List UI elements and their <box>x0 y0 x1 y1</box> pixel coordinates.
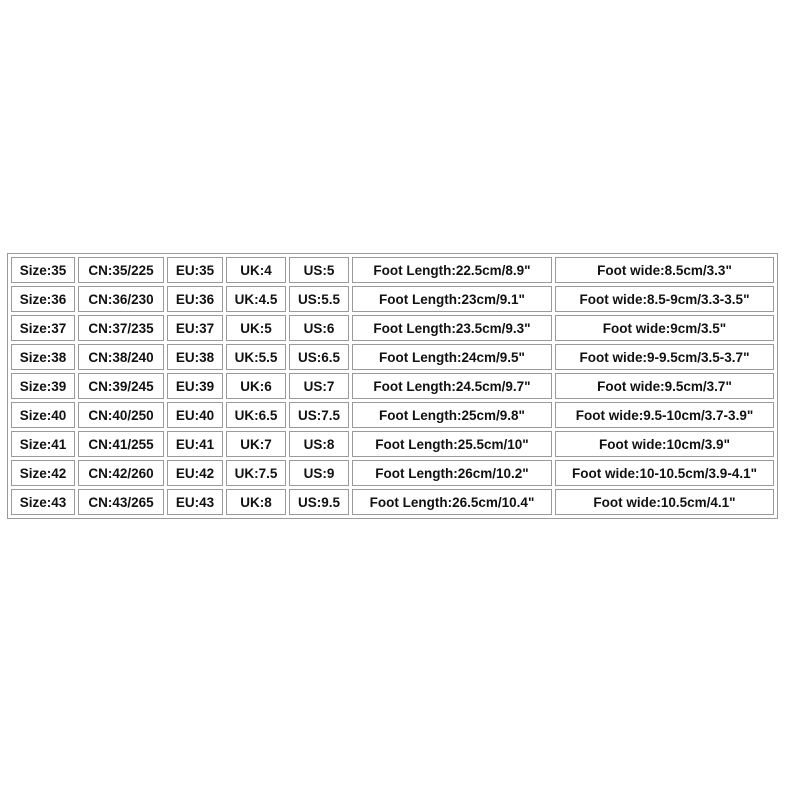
table-row <box>11 315 774 341</box>
cn-size-cell: CN:43/265 <box>78 489 164 515</box>
uk-size-cell: UK:6 <box>226 373 286 399</box>
table-row <box>11 257 774 283</box>
foot-length-cell: Foot Length:25cm/9.8" <box>352 402 552 428</box>
size-cell: Size:39 <box>11 373 75 399</box>
size-cell: Size:43 <box>11 489 75 515</box>
foot-wide-cell: Foot wide:9-9.5cm/3.5-3.7" <box>555 344 774 370</box>
size-cell: Size:38 <box>11 344 75 370</box>
table-row <box>11 489 774 515</box>
foot-length-cell: Foot Length:25.5cm/10" <box>352 431 552 457</box>
foot-wide-cell: Foot wide:9.5-10cm/3.7-3.9" <box>555 402 774 428</box>
us-size-cell: US:5.5 <box>289 286 349 312</box>
table-row <box>11 286 774 312</box>
size-cell: Size:40 <box>11 402 75 428</box>
cn-size-cell: CN:35/225 <box>78 257 164 283</box>
eu-size-cell: EU:38 <box>167 344 223 370</box>
table-row <box>11 344 774 370</box>
foot-length-cell: Foot Length:23.5cm/9.3" <box>352 315 552 341</box>
size-cell: Size:36 <box>11 286 75 312</box>
eu-size-cell: EU:37 <box>167 315 223 341</box>
foot-length-cell: Foot Length:22.5cm/8.9" <box>352 257 552 283</box>
cn-size-cell: CN:39/245 <box>78 373 164 399</box>
eu-size-cell: EU:43 <box>167 489 223 515</box>
us-size-cell: US:9 <box>289 460 349 486</box>
size-cell: Size:41 <box>11 431 75 457</box>
foot-wide-cell: Foot wide:8.5-9cm/3.3-3.5" <box>555 286 774 312</box>
foot-wide-cell: Foot wide:10-10.5cm/3.9-4.1" <box>555 460 774 486</box>
eu-size-cell: EU:40 <box>167 402 223 428</box>
uk-size-cell: UK:7 <box>226 431 286 457</box>
uk-size-cell: UK:8 <box>226 489 286 515</box>
cn-size-cell: CN:42/260 <box>78 460 164 486</box>
us-size-cell: US:7 <box>289 373 349 399</box>
us-size-cell: US:5 <box>289 257 349 283</box>
eu-size-cell: EU:36 <box>167 286 223 312</box>
uk-size-cell: UK:4 <box>226 257 286 283</box>
size-cell: Size:35 <box>11 257 75 283</box>
foot-length-cell: Foot Length:24cm/9.5" <box>352 344 552 370</box>
cn-size-cell: CN:38/240 <box>78 344 164 370</box>
cn-size-cell: CN:40/250 <box>78 402 164 428</box>
foot-length-cell: Foot Length:26.5cm/10.4" <box>352 489 552 515</box>
foot-wide-cell: Foot wide:8.5cm/3.3" <box>555 257 774 283</box>
us-size-cell: US:8 <box>289 431 349 457</box>
foot-length-cell: Foot Length:23cm/9.1" <box>352 286 552 312</box>
foot-wide-cell: Foot wide:10.5cm/4.1" <box>555 489 774 515</box>
us-size-cell: US:6.5 <box>289 344 349 370</box>
eu-size-cell: EU:41 <box>167 431 223 457</box>
size-cell: Size:37 <box>11 315 75 341</box>
size-chart-table <box>7 253 778 519</box>
eu-size-cell: EU:42 <box>167 460 223 486</box>
size-cell: Size:42 <box>11 460 75 486</box>
eu-size-cell: EU:39 <box>167 373 223 399</box>
eu-size-cell: EU:35 <box>167 257 223 283</box>
uk-size-cell: UK:4.5 <box>226 286 286 312</box>
foot-length-cell: Foot Length:26cm/10.2" <box>352 460 552 486</box>
uk-size-cell: UK:7.5 <box>226 460 286 486</box>
uk-size-cell: UK:5.5 <box>226 344 286 370</box>
cn-size-cell: CN:36/230 <box>78 286 164 312</box>
us-size-cell: US:9.5 <box>289 489 349 515</box>
table-row <box>11 373 774 399</box>
foot-wide-cell: Foot wide:9cm/3.5" <box>555 315 774 341</box>
table-row <box>11 402 774 428</box>
table-row <box>11 460 774 486</box>
cn-size-cell: CN:41/255 <box>78 431 164 457</box>
uk-size-cell: UK:6.5 <box>226 402 286 428</box>
cn-size-cell: CN:37/235 <box>78 315 164 341</box>
us-size-cell: US:6 <box>289 315 349 341</box>
uk-size-cell: UK:5 <box>226 315 286 341</box>
foot-wide-cell: Foot wide:10cm/3.9" <box>555 431 774 457</box>
table-row <box>11 431 774 457</box>
foot-wide-cell: Foot wide:9.5cm/3.7" <box>555 373 774 399</box>
us-size-cell: US:7.5 <box>289 402 349 428</box>
foot-length-cell: Foot Length:24.5cm/9.7" <box>352 373 552 399</box>
